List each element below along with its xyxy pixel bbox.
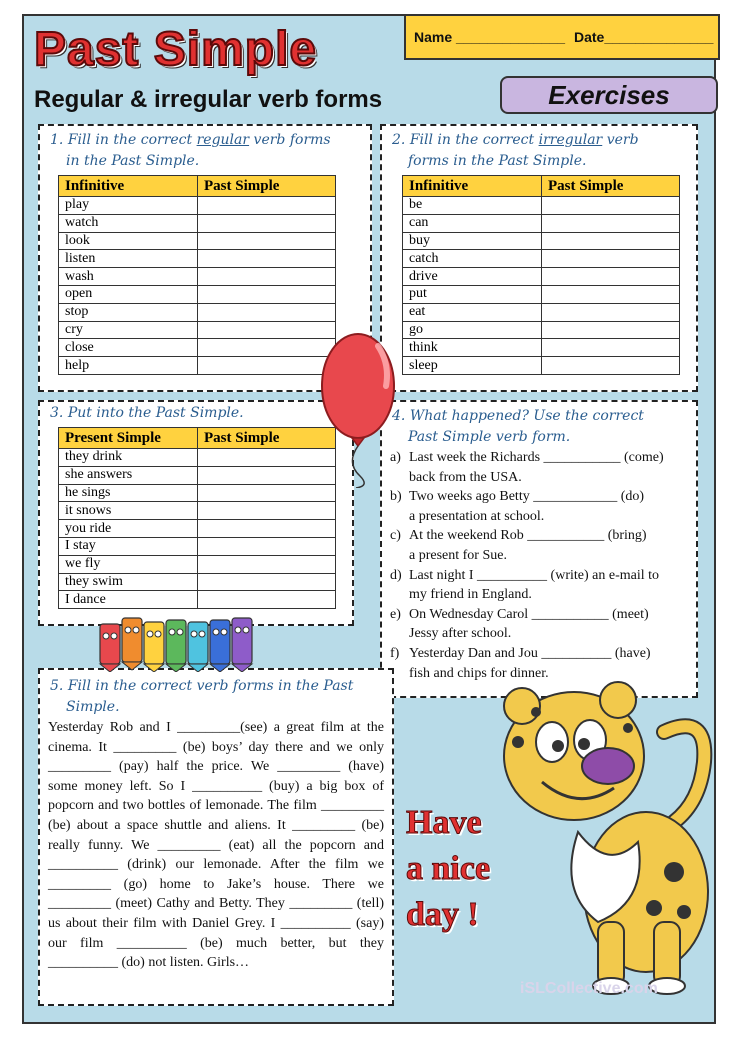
instruction-text: Past Simple verb form. [408, 429, 571, 445]
answer-cell[interactable] [198, 357, 336, 375]
table-row [59, 449, 336, 467]
answer-cell[interactable] [198, 573, 336, 591]
table-row [403, 232, 680, 250]
verb-cell: be [403, 197, 542, 215]
answer-cell[interactable] [542, 268, 680, 286]
exercise-5-story: Yesterday Rob and I _________(see) a great film at the cinema. It _________ (be) boys’ day there and we only _________ (pay) half the price. We _________ (have) some money left. So I __________ (buy) a big box of popcorn and two bottles of lemonade. The film _________ (be) about a space shuttle and aliens. It _________ (be) really funny. We _________ (eat) all the popcorn and __________ (drink) our lemonade. After the film we _________ (go) home to Jake’s house. There we _________ (meet) Cathy and Betty. They _________ (tell) us about their film with Daniel Grey. I __________ (say) our film __________ (be) much better, but they __________ (do) not listen. Girls… [48, 720, 384, 971]
answer-cell[interactable] [198, 285, 336, 303]
item-letter: d) [390, 567, 402, 583]
exercise-5-instructions [50, 676, 380, 718]
answer-cell[interactable] [198, 250, 336, 268]
column-header-infinitive: Infinitive [403, 176, 542, 197]
verb-cell: go [403, 321, 542, 339]
greeting-line: Have [406, 804, 482, 841]
exercise-4-sentences [390, 450, 690, 690]
column-header-past-simple: Past Simple [542, 176, 680, 197]
table-row [59, 484, 336, 502]
column-header-infinitive: Infinitive [59, 176, 198, 197]
exercise-number: 4. [392, 408, 406, 424]
verb-cell: I dance [59, 591, 198, 609]
answer-cell[interactable] [198, 268, 336, 286]
answer-cell[interactable] [542, 303, 680, 321]
answer-cell[interactable] [198, 520, 336, 538]
page-subtitle: Regular & irregular verb forms [34, 86, 383, 113]
verb-cell: play [59, 197, 198, 215]
answer-cell[interactable] [198, 466, 336, 484]
sentence-line[interactable]: Last night I __________ (write) an e-mail to [409, 567, 659, 583]
sentence-continuation: Jessy after school. [409, 626, 512, 642]
table-row [59, 520, 336, 538]
instruction-emphasis: irregular [538, 132, 603, 148]
crayon-characters-icon [92, 612, 312, 672]
instruction-text: Simple. [66, 699, 120, 715]
answer-cell[interactable] [198, 591, 336, 609]
instruction-text: Fill in the correct [67, 132, 197, 148]
sentence-continuation: a presentation at school. [409, 508, 545, 524]
answer-cell[interactable] [542, 214, 680, 232]
instruction-text: What happened? Use the correct [409, 408, 644, 424]
answer-cell[interactable] [198, 555, 336, 573]
verb-cell: listen [59, 250, 198, 268]
sentence-line[interactable]: Two weeks ago Betty ____________ (do) [409, 489, 645, 505]
verb-cell: put [403, 285, 542, 303]
verb-cell: they swim [59, 573, 198, 591]
sentence-line[interactable]: Last week the Richards ___________ (come) [409, 450, 664, 465]
table-row [59, 197, 336, 215]
table-row [59, 466, 336, 484]
table-row [59, 573, 336, 591]
table-row [403, 303, 680, 321]
table-row [59, 250, 336, 268]
table-row [59, 537, 336, 555]
name-field[interactable]: Name ______________ [414, 29, 566, 45]
table-row [59, 555, 336, 573]
verb-cell: look [59, 232, 198, 250]
item-letter: e) [390, 606, 401, 622]
verb-cell: it snows [59, 502, 198, 520]
greeting-line: a nice [406, 850, 491, 887]
exercise-1-table [58, 175, 336, 375]
exercise-number: 3. [50, 405, 64, 421]
verb-cell: you ride [59, 520, 198, 538]
answer-cell[interactable] [542, 285, 680, 303]
exercise-1-instructions [50, 130, 360, 172]
answer-cell[interactable] [542, 250, 680, 268]
table-row [403, 197, 680, 215]
answer-cell[interactable] [542, 197, 680, 215]
answer-cell[interactable] [542, 321, 680, 339]
table-row [59, 339, 336, 357]
sentence-continuation: fish and chips for dinner. [409, 665, 549, 681]
table-row [59, 232, 336, 250]
table-row [403, 214, 680, 232]
answer-cell[interactable] [198, 214, 336, 232]
item-letter: a) [390, 450, 401, 465]
column-header-past-simple: Past Simple [198, 176, 336, 197]
instruction-text: in the Past Simple. [66, 153, 200, 169]
table-row [59, 321, 336, 339]
sentence-continuation: back from the USA. [409, 469, 522, 485]
verb-cell: he sings [59, 484, 198, 502]
answer-cell[interactable] [198, 232, 336, 250]
verb-cell: close [59, 339, 198, 357]
answer-cell[interactable] [542, 232, 680, 250]
verb-cell: watch [59, 214, 198, 232]
verb-cell: I stay [59, 537, 198, 555]
column-header-present-simple: Present Simple [59, 428, 198, 449]
verb-cell: drive [403, 268, 542, 286]
instruction-text: Fill in the correct [409, 132, 539, 148]
table-row [59, 214, 336, 232]
sentence-continuation: a present for Sue. [409, 548, 507, 563]
item-letter: f) [390, 646, 400, 661]
table-row [403, 268, 680, 286]
table-row [59, 591, 336, 609]
instruction-text: Fill in the correct verb forms in the Past [67, 678, 354, 694]
verb-cell: think [403, 339, 542, 357]
answer-cell[interactable] [198, 449, 336, 467]
answer-cell[interactable] [198, 303, 336, 321]
verb-cell: stop [59, 303, 198, 321]
column-header-past-simple: Past Simple [198, 428, 336, 449]
sentence-line[interactable]: On Wednesday Carol ___________ (meet) [409, 606, 649, 622]
answer-cell[interactable] [198, 502, 336, 520]
answer-cell[interactable] [198, 537, 336, 555]
name-date-box [404, 14, 720, 60]
answer-cell[interactable] [198, 339, 336, 357]
table-row [403, 321, 680, 339]
table-row [403, 357, 680, 375]
table-row [403, 339, 680, 357]
exercise-3-table [58, 427, 336, 609]
answer-cell[interactable] [542, 339, 680, 357]
answer-cell[interactable] [198, 321, 336, 339]
exercise-number: 1. [50, 132, 64, 148]
table-row [403, 285, 680, 303]
exercise-number: 5. [50, 678, 64, 694]
verb-cell: wash [59, 268, 198, 286]
cheetah-cartoon-icon [478, 672, 716, 1002]
answer-cell[interactable] [198, 484, 336, 502]
table-row [59, 268, 336, 286]
answer-cell[interactable] [542, 357, 680, 375]
instruction-text: verb forms [249, 132, 331, 148]
verb-cell: sleep [403, 357, 542, 375]
instruction-emphasis: regular [196, 132, 250, 148]
table-row [59, 502, 336, 520]
verb-cell: she answers [59, 466, 198, 484]
red-balloon-icon [316, 328, 400, 488]
exercise-number: 2. [392, 132, 406, 148]
table-row [59, 303, 336, 321]
exercise-2-instructions [392, 130, 692, 172]
page-title: Past Simple [34, 23, 318, 76]
item-letter: c) [390, 528, 401, 544]
instruction-text: forms in the Past Simple. [408, 153, 587, 169]
item-letter: b) [390, 489, 402, 505]
greeting-line: day ! [406, 896, 479, 933]
exercises-badge: Exercises [500, 76, 718, 114]
table-row [59, 357, 336, 375]
instruction-text: verb [602, 132, 639, 148]
verb-cell: they drink [59, 449, 198, 467]
date-field[interactable]: Date______________ [574, 29, 714, 45]
verb-cell: buy [403, 232, 542, 250]
verb-cell: can [403, 214, 542, 232]
exercise-3-instructions [50, 403, 340, 424]
have-a-nice-day-text [406, 800, 490, 938]
exercise-2-table [402, 175, 680, 375]
verb-cell: cry [59, 321, 198, 339]
exercise-4-instructions [392, 406, 692, 448]
verb-cell: we fly [59, 555, 198, 573]
verb-cell: help [59, 357, 198, 375]
verb-cell: eat [403, 303, 542, 321]
verb-cell: catch [403, 250, 542, 268]
instruction-text: Put into the Past Simple. [67, 405, 244, 421]
sentence-line[interactable]: Yesterday Dan and Jou __________ (have) [409, 646, 651, 661]
answer-cell[interactable] [198, 197, 336, 215]
sentence-line[interactable]: At the weekend Rob ___________ (bring) [409, 528, 647, 544]
table-row [59, 285, 336, 303]
table-row [403, 250, 680, 268]
verb-cell: open [59, 285, 198, 303]
sentence-continuation: my friend in England. [409, 587, 532, 603]
watermark: iSLCollective.com [520, 980, 658, 997]
